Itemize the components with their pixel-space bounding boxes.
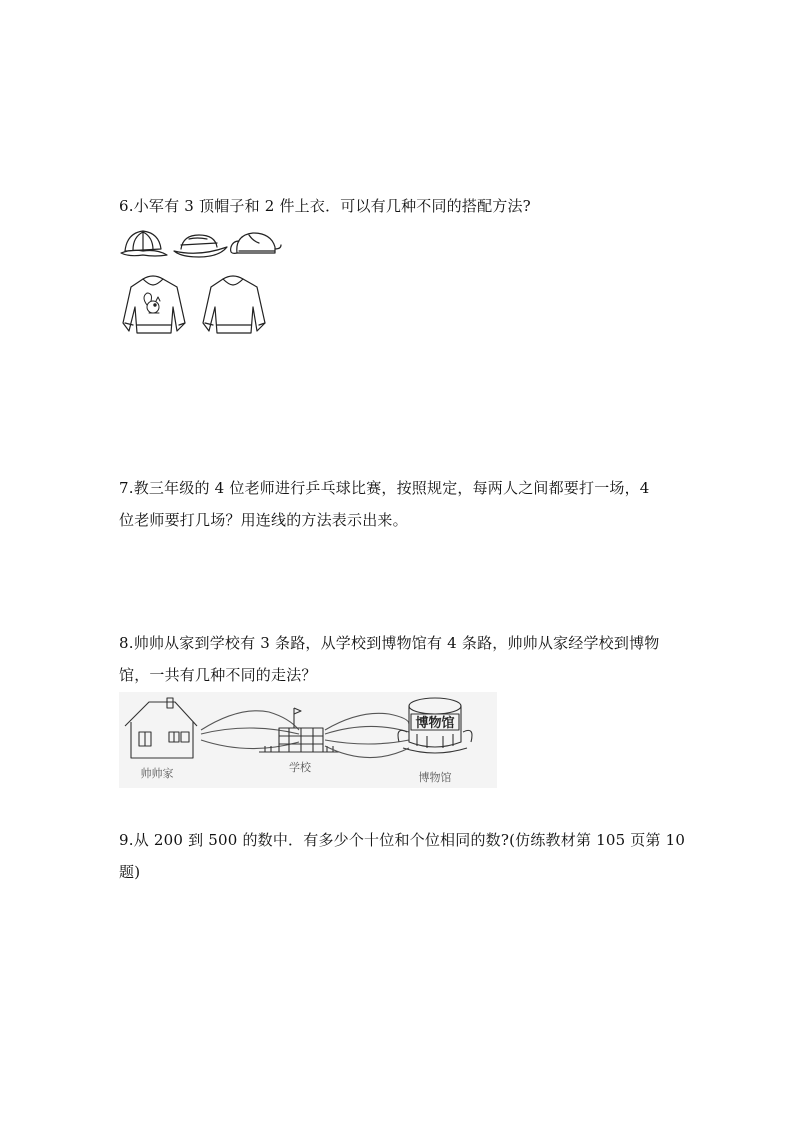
hat-3-icon (231, 233, 281, 253)
question-7-line-1: 7.教三年级的 4 位老师进行乒乓球比赛，按照规定，每两人之间都要打一场，4 (119, 479, 650, 497)
question-7 (119, 472, 679, 536)
school-label: 学校 (289, 761, 311, 774)
hat-1-icon (121, 231, 167, 256)
house-icon (125, 698, 197, 758)
shirt-2-icon (203, 276, 265, 333)
museum-sign: 博物馆 (415, 716, 455, 731)
hats-and-shirts-figure (119, 227, 283, 338)
question-9-line-2: 题) (119, 863, 141, 881)
question-9-line-1: 9.从 200 到 500 的数中．有多少个十位和个位相同的数?(仿练教材第 105 页第 10 (119, 831, 686, 849)
question-8 (119, 627, 679, 691)
museum-label: 博物馆 (418, 771, 452, 784)
question-6 (119, 190, 531, 222)
question-7-line-2: 位老师要打几场？用连线的方法表示出来。 (119, 511, 408, 529)
question-8-line-2: 馆，一共有几种不同的走法？ (119, 666, 317, 684)
squirrel-icon (144, 293, 160, 313)
routes-home-school (201, 711, 299, 749)
question-8-line-1: 8.帅帅从家到学校有 3 条路，从学校到博物馆有 4 条路，帅帅从家经学校到博物 (119, 634, 660, 652)
home-label: 帅帅家 (140, 767, 174, 780)
routes-school-museum (325, 713, 409, 757)
question-9 (119, 824, 689, 888)
home-school-museum-routes-figure (119, 692, 497, 788)
hat-2-icon (174, 235, 227, 257)
question-6-text: 6.小军有 3 顶帽子和 2 件上衣．可以有几种不同的搭配方法? (119, 197, 531, 215)
